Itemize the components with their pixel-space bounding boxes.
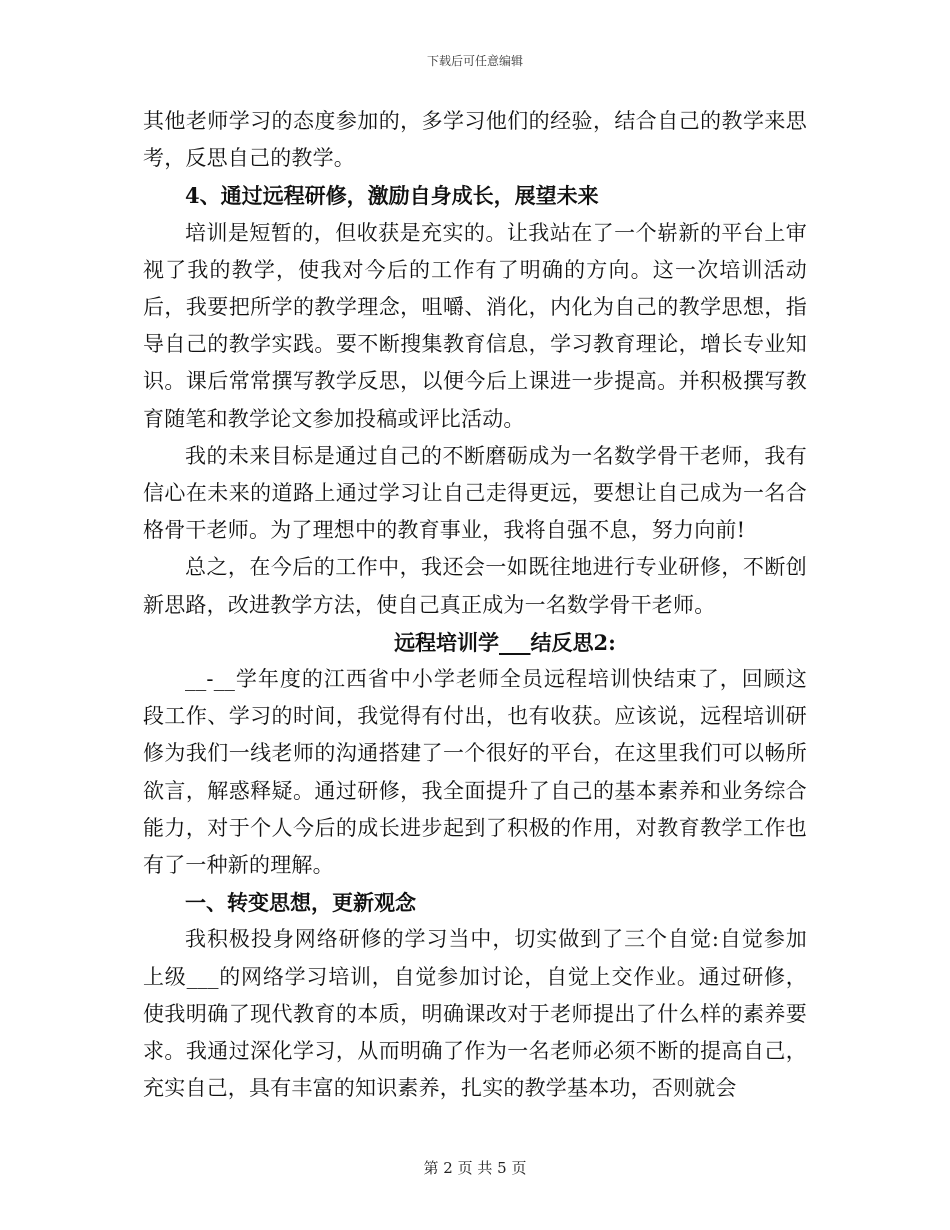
paragraph-continued: 其他老师学习的态度参加的，多学习他们的经验，结合自己的教学来思考，反思自己的教学。: [143, 109, 807, 171]
page-header: 下载后可任意编辑: [426, 54, 523, 68]
article-subtitle: 远程培训学___结反思2:: [394, 629, 616, 655]
page-footer: 第 2 页 共 5 页: [423, 1159, 527, 1177]
section-heading-1: 一、转变思想，更新观念: [185, 890, 416, 916]
paragraph-intro-2: __-__学年度的江西省中小学老师全员远程培训快结束了，回顾这段工作、学习的时间，我觉得有付出，也有收获。应该说，远程培训研修为我们一线老师的沟通搭建了一个很好的平台，在这里我们可以畅所欲言，解惑释疑。通过研修，我全面提升了自己的基本素养和业务综合能力，对于个人今后的成长进步起到了积极的作用，对教育教学工作也有了一种新的理解。: [143, 667, 807, 878]
document-body: [143, 103, 807, 1107]
paragraph-summary: 总之，在今后的工作中，我还会一如既往地进行专业研修，不断创新思路，改进教学方法，使自己真正成为一名数学骨干老师。: [143, 555, 807, 617]
paragraph-research: 我积极投身网络研修的学习当中，切实做到了三个自觉:自觉参加上级___的网络学习培训，自觉参加讨论，自觉上交作业。通过研修，使我明确了现代教育的本质，明确课改对于老师提出了什么样的素养要求。我通过深化学习，从而明确了作为一名老师必须不断的提高自己，充实自己，具有丰富的知识素养，扎实的教学基本功，否则就会: [143, 927, 807, 1101]
section-heading-4: 4、通过远程研修，激励自身成长，展望未来: [185, 183, 599, 209]
paragraph-future-goal: 我的未来目标是通过自己的不断磨砺成为一名数学骨干老师，我有信心在未来的道路上通过学习让自己走得更远，要想让自己成为一名合格骨干老师。为了理想中的教育事业，我将自强不息，努力向前!: [143, 443, 807, 543]
paragraph-training: 培训是短暂的，但收获是充实的。让我站在了一个崭新的平台上审视了我的教学，使我对今后的工作有了明确的方向。这一次培训活动后，我要把所学的教学理念，咀嚼、消化，内化为自己的教学思想，指导自己的教学实践。要不断搜集教育信息，学习教育理论，增长专业知识。课后常常撰写教学反思，以便今后上课进一步提高。并积极撰写教育随笔和教学论文参加投稿或评比活动。: [143, 220, 807, 431]
